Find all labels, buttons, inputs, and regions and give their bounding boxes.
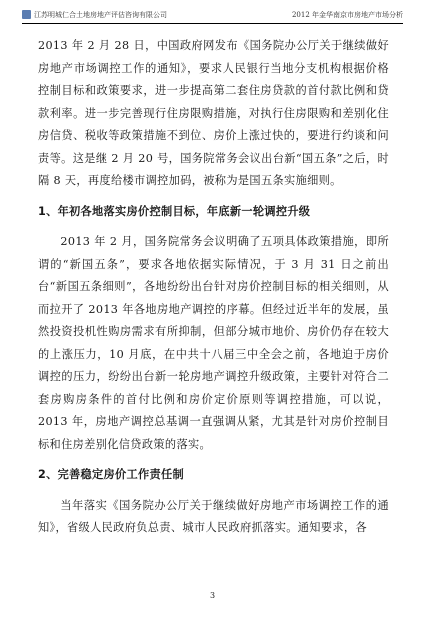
section-heading-2: 2、完善稳定房价工作责任制 bbox=[38, 468, 184, 481]
body-paragraph-2: 2013 年 2 月，国务院常务会议明确了五项具体政策措施，即所谓的“新国五条”，要求各地依据实际情况，于 3 月 31 日之前出台“新国五条细则”，各地纷纷出台针对房价控制目标的相关细则，从而拉开了 2013 年各地房地产调控的序幕。但经过近半年的发展，虽然投资投机性购房需求有所抑制，但部分城市地价、房价仍存在较大的上涨压力，10 月底，在中共十八届三中全会之前，各地迫于房价调控的压力，纷纷出台新一轮房地产调控升级政策，主要针对符合二套房购房条件的首付比例和房价定价原则等调控措施，可以说，2013 年，房地产调控总基调一直强调从紧，尤其是针对房价控制目标和住房差别化信贷政策的落实。 bbox=[38, 235, 389, 451]
body-paragraph-3: 当年落实《国务院办公厅关于继续做好房地产市场调控工作的通知》，省级人民政府负总责、城市人民政府抓落实。通知要求，各 bbox=[38, 498, 389, 534]
page-number: 3 bbox=[209, 591, 216, 600]
company-logo-icon bbox=[22, 10, 31, 19]
header-company-name: 江苏明城仁合土地房地产评估咨询有限公司 bbox=[34, 11, 167, 19]
document-body bbox=[38, 35, 389, 540]
section-heading-1: 1、年初各地落实房价控制目标，年底新一轮调控升级 bbox=[38, 204, 311, 218]
header-report-title: 2012 年金华南京市房地产市场分析 bbox=[291, 11, 403, 19]
page-header bbox=[22, 8, 403, 22]
header-divider bbox=[22, 23, 403, 24]
body-paragraph-1: 2013 年 2 月 28 日，中国政府网发布《国务院办公厅关于继续做好房地产市场调控工作的通知》，要求人民银行当地分支机构根据价格控制目标和政策要求，进一步提高第二套住房贷款的首付款比例和贷款利率。进一步完善现行住房限购措施，对执行住房限购和差别化住房信贷、税收等政策措施不到位、房价上涨过快的，要进行约谈和问责等。这是继 2 月 20 号，国务院常务会议出台新“国五条”之后，时隔 8 天，再度给楼市调控加码，被称为是国五条实施细则。 bbox=[38, 39, 389, 187]
